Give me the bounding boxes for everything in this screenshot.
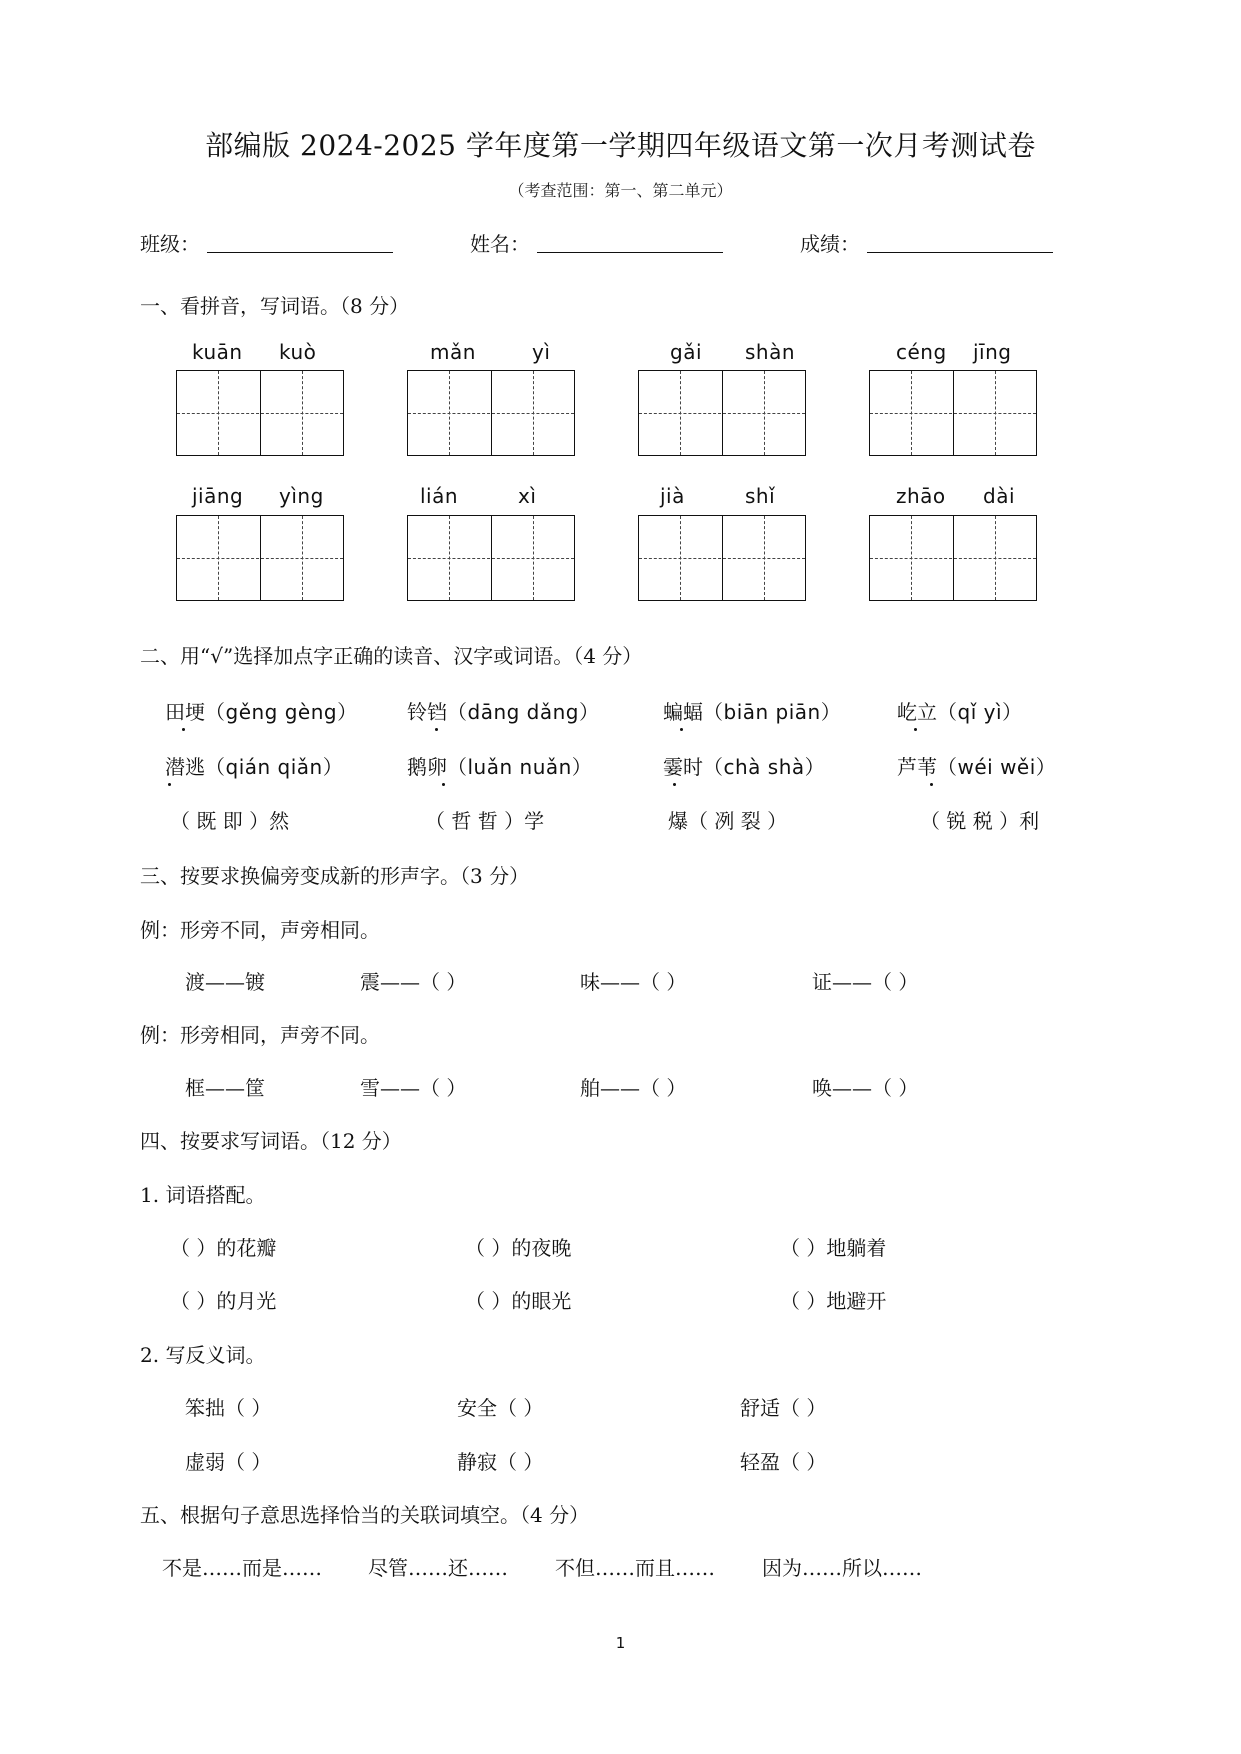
blank-item[interactable]: 震——（ ） (360, 970, 467, 994)
character-choice[interactable]: 爆（ 冽 裂 ） (668, 809, 788, 833)
pinyin: dài (983, 484, 1016, 508)
example-pair: 渡——镀 (185, 970, 265, 994)
conjunction-option: 不是……而是…… (162, 1556, 322, 1580)
blank-item[interactable]: （ ）地避开 (780, 1289, 887, 1313)
writing-grid[interactable] (869, 515, 1037, 601)
blank-item[interactable]: （ ）的眼光 (465, 1289, 572, 1313)
blank-item[interactable]: （ ）地躺着 (780, 1236, 887, 1260)
pinyin: shàn (745, 340, 796, 364)
pinyin: jià (660, 484, 685, 508)
subheading: 2. 写反义词。 (140, 1343, 266, 1367)
pinyin: yì (532, 340, 551, 364)
pronunciation-item[interactable]: 芦苇（wéi wěi） (897, 755, 1057, 779)
writing-grid[interactable] (638, 515, 806, 601)
blank-item[interactable]: （ ）的月光 (170, 1289, 277, 1313)
emphasis-dot (673, 783, 676, 786)
blank-item[interactable]: 静寂（ ） (457, 1450, 544, 1474)
pinyin: yìng (279, 484, 324, 508)
name-label: 姓名： (470, 232, 530, 256)
writing-grid[interactable] (176, 515, 344, 601)
emphasis-dot (442, 783, 445, 786)
section-3-heading: 三、按要求换偏旁变成新的形声字。（3 分） (140, 864, 530, 888)
section-1-heading: 一、看拼音，写词语。（8 分） (140, 294, 410, 318)
example-label: 例：形旁相同，声旁不同。 (140, 1023, 380, 1047)
class-label: 班级： (140, 232, 200, 256)
character-choice[interactable]: （ 既 即 ）然 (170, 809, 290, 833)
page-title: 部编版 2024-2025 学年度第一学期四年级语文第一次月考测试卷 (205, 129, 1036, 162)
section-5-heading: 五、根据句子意思选择恰当的关联词填空。（4 分） (140, 1503, 590, 1527)
section-4-heading: 四、按要求写词语。（12 分） (140, 1129, 402, 1153)
blank-item[interactable]: 雪——（ ） (360, 1076, 467, 1100)
pronunciation-item[interactable]: 屹立（qǐ yì） (897, 700, 1023, 724)
pinyin: xì (518, 484, 537, 508)
section-2-heading: 二、用“√”选择加点字正确的读音、汉字或词语。（4 分） (140, 644, 643, 668)
emphasis-dot (435, 728, 438, 731)
blank-item[interactable]: 舒适（ ） (740, 1396, 827, 1420)
pinyin: kuān (192, 340, 243, 364)
blank-item[interactable]: 轻盈（ ） (740, 1450, 827, 1474)
exam-scope: （考查范围：第一、第二单元） (508, 181, 733, 200)
page-number: 1 (615, 1634, 626, 1652)
pinyin: shǐ (745, 484, 776, 508)
writing-grid[interactable] (638, 370, 806, 456)
character-choice[interactable]: （ 锐 税 ）利 (920, 809, 1040, 833)
pinyin: lián (420, 484, 459, 508)
conjunction-option: 不但……而且…… (555, 1556, 715, 1580)
writing-grid[interactable] (407, 515, 575, 601)
blank-item[interactable]: 唤——（ ） (812, 1076, 919, 1100)
blank-item[interactable]: 虚弱（ ） (185, 1450, 272, 1474)
pinyin: gǎi (670, 340, 703, 364)
blank-item[interactable]: 舶——（ ） (580, 1076, 687, 1100)
pronunciation-item[interactable]: 潜逃（qián qiǎn） (165, 755, 344, 779)
name-field[interactable] (537, 252, 723, 253)
writing-grid[interactable] (407, 370, 575, 456)
blank-item[interactable]: 笨拙（ ） (185, 1396, 272, 1420)
blank-item[interactable]: （ ）的花瓣 (170, 1236, 277, 1260)
pinyin: céng (896, 340, 947, 364)
pronunciation-item[interactable]: 铃铛（dāng dǎng） (407, 700, 600, 724)
class-field[interactable] (207, 252, 393, 253)
pronunciation-item[interactable]: 蝙蝠（biān piān） (663, 700, 842, 724)
writing-grid[interactable] (869, 370, 1037, 456)
score-field[interactable] (867, 252, 1053, 253)
pinyin: zhāo (896, 484, 946, 508)
emphasis-dot (914, 728, 917, 731)
pinyin: kuò (279, 340, 317, 364)
example-pair: 框——筐 (185, 1076, 265, 1100)
blank-item[interactable]: 味——（ ） (580, 970, 687, 994)
writing-grid[interactable] (176, 370, 344, 456)
pinyin: jīng (973, 340, 1012, 364)
pronunciation-item[interactable]: 霎时（chà shà） (663, 755, 826, 779)
pronunciation-item[interactable]: 田埂（gěng gèng） (165, 700, 358, 724)
character-choice[interactable]: （ 哲 晢 ）学 (425, 809, 545, 833)
emphasis-dot (168, 783, 171, 786)
score-label: 成绩： (800, 232, 860, 256)
blank-item[interactable]: （ ）的夜晚 (465, 1236, 572, 1260)
blank-item[interactable]: 证——（ ） (812, 970, 919, 994)
conjunction-option: 尽管……还…… (368, 1556, 508, 1580)
subheading: 1. 词语搭配。 (140, 1183, 266, 1207)
blank-item[interactable]: 安全（ ） (457, 1396, 544, 1420)
pinyin: jiāng (192, 484, 244, 508)
emphasis-dot (182, 728, 185, 731)
pinyin: mǎn (430, 340, 476, 364)
emphasis-dot (680, 728, 683, 731)
emphasis-dot (930, 783, 933, 786)
example-label: 例：形旁不同，声旁相同。 (140, 918, 380, 942)
conjunction-option: 因为……所以…… (762, 1556, 922, 1580)
pronunciation-item[interactable]: 鹅卵（luǎn nuǎn） (407, 755, 593, 779)
